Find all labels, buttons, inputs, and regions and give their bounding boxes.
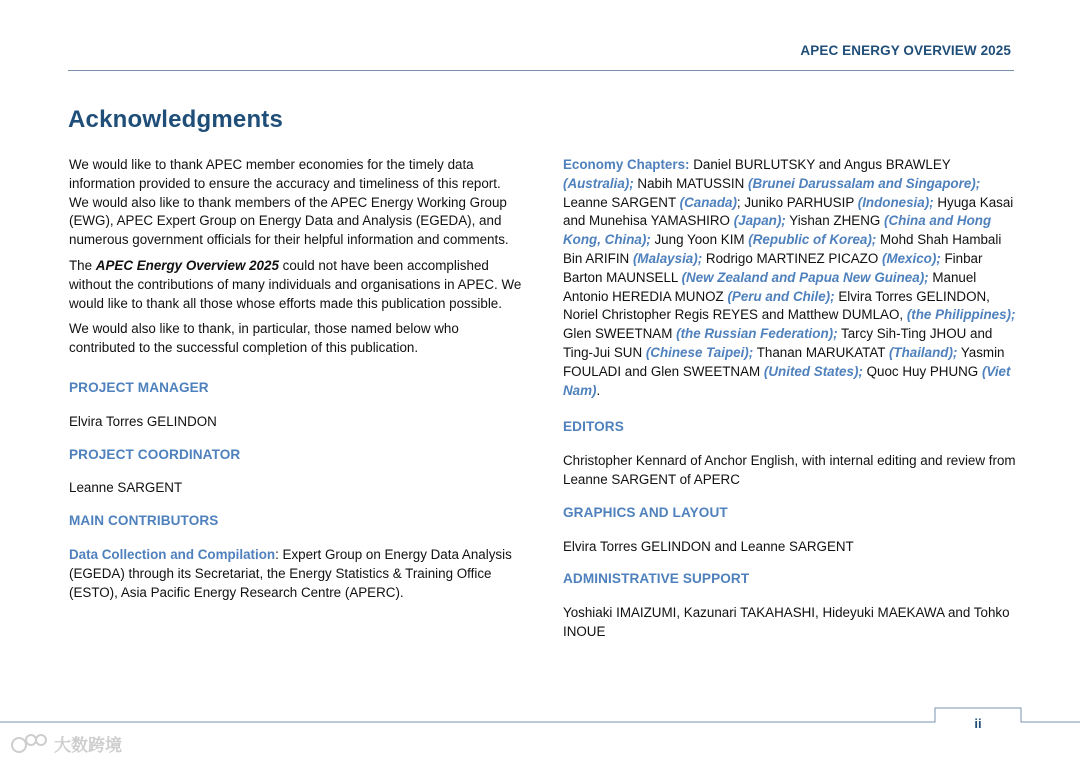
intro-paragraph-1: We would like to thank APEC member economies for the timely data information provided to ensure the accuracy and timeliness of this report. We would also like to thank members of the APEC Energy Working Group (EWG), APEC Expert Group on Energy Data and Analysis (EGEDA), and numerous government officials for their helpful information and comments. bbox=[69, 157, 509, 248]
economy-name: (Japan); bbox=[733, 213, 786, 229]
economy-name: (China and Hong Kong, China); bbox=[563, 213, 992, 248]
watermark-text: 大数跨境 bbox=[54, 736, 122, 755]
project-coordinator-name: Leanne SARGENT bbox=[69, 480, 183, 496]
contributor-names: Leanne SARGENT bbox=[563, 194, 680, 210]
administrative-support-heading: ADMINISTRATIVE SUPPORT bbox=[563, 571, 750, 587]
footer-rule bbox=[0, 700, 1080, 730]
economy-chapters-label: Economy Chapters: bbox=[563, 157, 690, 172]
contributor-names: . bbox=[596, 382, 601, 398]
intro-paragraph-3: We would also like to thank, in particular, those named below who contributed to the successful completion of this publication. bbox=[69, 321, 459, 356]
watermark-logo-icon bbox=[10, 733, 50, 755]
contributor-names: Jung Yoon KIM bbox=[650, 232, 749, 248]
contributor-names: Thanan MARUKATAT bbox=[753, 344, 889, 360]
watermark bbox=[10, 731, 122, 756]
economy-name: (Brunei Darussalam and Singapore); bbox=[748, 175, 981, 191]
contributor-names: Rodrigo MARTINEZ PICAZO bbox=[702, 250, 882, 266]
graphics-layout-heading: GRAPHICS AND LAYOUT bbox=[563, 504, 728, 520]
spacer bbox=[69, 365, 524, 379]
economy-name: (the Philippines); bbox=[906, 307, 1016, 323]
publication-title: APEC Energy Overview 2025 bbox=[95, 257, 279, 273]
economy-name: (Viet Nam) bbox=[563, 363, 1011, 398]
contributor-names: Manuel Antonio HEREDIA MUNOZ bbox=[563, 269, 977, 304]
economy-name: (Republic of Korea); bbox=[748, 232, 877, 248]
page-title: Acknowledgments bbox=[68, 106, 284, 133]
editors-text: Christopher Kennard of Anchor English, with internal editing and review from Leanne SARGENT of APERC bbox=[563, 453, 1016, 487]
economy-name: (the Russian Federation); bbox=[676, 326, 838, 342]
contributor-names: Daniel BURLUTSKY and Angus BRAWLEY bbox=[689, 157, 951, 172]
intro-paragraph-2 bbox=[69, 257, 524, 313]
economy-chapters-paragraph bbox=[563, 156, 1018, 400]
contributor-names: Finbar Barton MAUNSELL bbox=[563, 250, 983, 285]
graphics-layout-text: Elvira Torres GELINDON and Leanne SARGENT bbox=[563, 538, 854, 554]
editors-heading: EDITORS bbox=[563, 419, 624, 435]
right-column bbox=[563, 156, 1018, 656]
contributor-names: ; Juniko PARHUSIP bbox=[736, 194, 858, 210]
contributor-names: Mohd Shah Hambali Bin ARIFIN bbox=[563, 232, 1002, 266]
economy-name: (Indonesia); bbox=[857, 194, 934, 210]
data-collection-text: : Expert Group on Energy Data Analysis (EGEDA) through its Secretariat, the Energy Statistics & Training Office (ESTO), Asia Pacific Energy Research Centre (APERC). bbox=[69, 546, 512, 600]
economy-name: (New Zealand and Papua New Guinea); bbox=[681, 269, 929, 285]
contributor-names: Quoc Huy PHUNG bbox=[862, 363, 982, 379]
intro-paragraph-2-prefix: The bbox=[69, 257, 96, 273]
contributor-names: Yasmin FOULADI and Glen SWEETNAM bbox=[563, 344, 1005, 379]
economy-name: (Peru and Chile); bbox=[727, 288, 835, 304]
page-number: ii bbox=[974, 716, 982, 731]
economy-name: (Canada) bbox=[679, 194, 737, 210]
contributor-names: Yishan ZHENG bbox=[785, 213, 885, 229]
contributor-names: Elvira Torres GELINDON, Noriel Christopher Regis REYES and Matthew DUMLAO, bbox=[563, 288, 990, 323]
contributor-names: Tarcy Sih-Ting JHOU and Ting-Jui SUN bbox=[563, 326, 993, 360]
economy-name: (Malaysia); bbox=[632, 250, 703, 266]
project-manager-heading: PROJECT MANAGER bbox=[69, 379, 209, 395]
data-collection-label: Data Collection and Compilation bbox=[69, 546, 276, 562]
contributor-names: Glen SWEETNAM bbox=[563, 326, 677, 342]
data-collection-entry bbox=[69, 546, 524, 602]
administrative-support-text: Yoshiaki IMAIZUMI, Kazunari TAKAHASHI, Hideyuki MAEKAWA and Tohko INOUE bbox=[563, 605, 1010, 639]
economy-name: (Australia); bbox=[563, 175, 634, 191]
economy-name: (Thailand); bbox=[888, 344, 958, 360]
contributor-names: Hyuga Kasai and Munehisa YAMASHIRO bbox=[563, 194, 1014, 229]
project-manager-name: Elvira Torres GELINDON bbox=[69, 413, 217, 429]
economy-name: (Mexico); bbox=[882, 250, 941, 266]
left-column bbox=[69, 156, 524, 616]
economy-name: (United States); bbox=[763, 363, 863, 379]
contributor-names: Nabih MATUSSIN bbox=[633, 175, 749, 191]
main-contributors-heading: MAIN CONTRIBUTORS bbox=[69, 513, 219, 529]
intro-paragraph-2-suffix: could not have been accomplished without the contributions of many individuals and organisations in APEC. We would like to thank all those whose efforts made this publication possible. bbox=[69, 257, 522, 311]
project-coordinator-heading: PROJECT COORDINATOR bbox=[69, 446, 241, 462]
running-header: APEC ENERGY OVERVIEW 2025 bbox=[800, 43, 1011, 58]
economy-name: (Chinese Taipei); bbox=[645, 344, 754, 360]
header-divider bbox=[68, 70, 1014, 71]
